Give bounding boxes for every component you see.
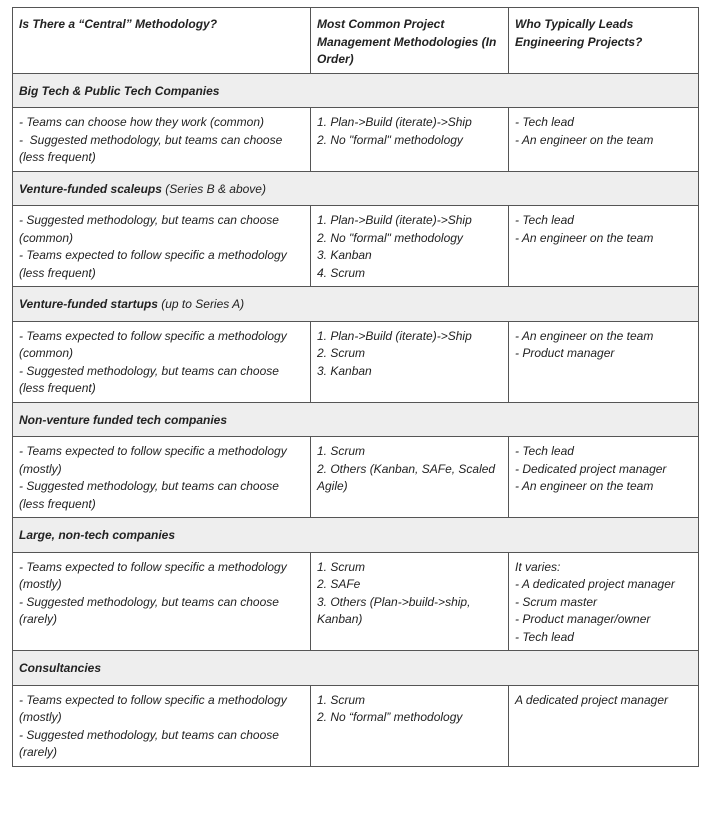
section-title-bold: Non-venture funded tech companies xyxy=(19,412,228,427)
cell-line: - An engineer on the team xyxy=(515,230,654,245)
cell-line: - Product manager xyxy=(515,346,615,360)
cell-line: - Suggested methodology, but teams can choose (common) xyxy=(19,213,283,245)
section-title xyxy=(13,402,699,437)
cell-line: - Teams expected to follow specific a methodology (mostly) xyxy=(19,692,291,724)
cell-central-methodology xyxy=(13,685,311,766)
cell-line: - Teams expected to follow specific a methodology (less frequent) xyxy=(19,248,291,280)
cell-line: 3. Kanban xyxy=(317,248,372,262)
cell-line: - Tech lead xyxy=(515,444,574,458)
cell-line: - Suggested methodology, but teams can choose (rarely) xyxy=(19,594,283,626)
cell-methodologies xyxy=(311,685,509,766)
cell-line: - Scrum master xyxy=(515,594,598,609)
header-central-methodology: Is There a “Central” Methodology? xyxy=(13,8,311,74)
cell-line: It varies: xyxy=(515,559,561,574)
cell-line: A dedicated project manager xyxy=(515,692,668,707)
cell-project-leads xyxy=(509,685,699,766)
section-title-bold: Venture-funded startups xyxy=(19,297,158,311)
cell-methodologies xyxy=(311,206,509,287)
cell-methodologies xyxy=(311,108,509,172)
cell-central-methodology xyxy=(13,108,311,172)
cell-line: - An engineer on the team xyxy=(515,479,654,493)
table-row xyxy=(13,437,699,518)
cell-project-leads xyxy=(509,321,699,402)
cell-central-methodology xyxy=(13,552,311,651)
table-row xyxy=(13,206,699,287)
cell-line: - Teams expected to follow specific a methodology (common) xyxy=(19,328,291,360)
cell-line: - Tech lead xyxy=(515,213,574,227)
cell-central-methodology xyxy=(13,437,311,518)
methodology-table xyxy=(12,7,699,767)
cell-line: - Teams can choose how they work (common) xyxy=(19,115,264,129)
cell-line: - Suggested methodology, but teams can choose (less frequent) xyxy=(19,363,283,395)
cell-line: 2. Scrum xyxy=(317,346,366,360)
table-body xyxy=(13,73,699,766)
cell-line: 2. No "formal" methodology xyxy=(317,132,463,147)
cell-line: 1. Scrum xyxy=(317,692,366,707)
cell-line: 1. Scrum xyxy=(317,444,366,458)
cell-methodologies xyxy=(311,552,509,651)
cell-line: - Dedicated project manager xyxy=(515,461,667,476)
cell-line: - A dedicated project manager xyxy=(515,577,675,591)
header-project-leads: Who Typically Leads Engineering Projects? xyxy=(509,8,699,74)
cell-line: 2. No “formal” methodology xyxy=(317,710,463,724)
table-row xyxy=(13,685,699,766)
section-header-row xyxy=(13,171,699,206)
cell-methodologies xyxy=(311,321,509,402)
cell-line: 3. Others (Plan->build->ship, Kanban) xyxy=(317,594,474,626)
section-header-row xyxy=(13,73,699,108)
section-title xyxy=(13,171,699,206)
cell-line: 1. Plan->Build (iterate)->Ship xyxy=(317,213,472,227)
table-row xyxy=(13,321,699,402)
cell-line: 2. Others (Kanban, SAFe, Scaled Agile) xyxy=(317,461,498,493)
section-title xyxy=(13,287,699,322)
cell-line: - Teams expected to follow specific a methodology (mostly) xyxy=(19,559,291,591)
cell-project-leads xyxy=(509,206,699,287)
cell-project-leads xyxy=(509,108,699,172)
cell-line: - Teams expected to follow specific a methodology (mostly) xyxy=(19,444,291,476)
cell-line: 1. Plan->Build (iterate)->Ship xyxy=(317,115,472,129)
section-title xyxy=(13,518,699,553)
cell-line: - An engineer on the team xyxy=(515,328,654,343)
section-title-qualifier: (up to Series A) xyxy=(157,297,245,311)
cell-central-methodology xyxy=(13,321,311,402)
cell-project-leads xyxy=(509,437,699,518)
cell-line: - Suggested methodology, but teams can choose (less frequent) xyxy=(19,132,286,164)
cell-line: 2. SAFe xyxy=(317,577,361,591)
cell-project-leads xyxy=(509,552,699,651)
cell-line: - Tech lead xyxy=(515,115,574,129)
cell-line: 3. Kanban xyxy=(317,363,372,378)
section-title xyxy=(13,73,699,108)
section-header-row xyxy=(13,518,699,553)
cell-methodologies xyxy=(311,437,509,518)
section-title-bold: Consultancies xyxy=(19,661,102,675)
section-header-row xyxy=(13,402,699,437)
cell-line: 1. Scrum xyxy=(317,559,366,574)
table-row xyxy=(13,552,699,651)
section-title-bold: Venture-funded scaleups xyxy=(19,181,162,196)
cell-line: 1. Plan->Build (iterate)->Ship xyxy=(317,328,472,343)
header-common-methodologies: Most Common Project Management Methodologies (In Order) xyxy=(311,8,509,74)
cell-line: - An engineer on the team xyxy=(515,132,654,147)
header-row xyxy=(13,8,699,74)
section-header-row xyxy=(13,287,699,322)
cell-line: - Suggested methodology, but teams can choose (less frequent) xyxy=(19,479,283,511)
section-title xyxy=(13,651,699,686)
cell-line: - Tech lead xyxy=(515,629,574,644)
section-header-row xyxy=(13,651,699,686)
section-title-qualifier: (Series B & above) xyxy=(161,181,266,196)
cell-central-methodology xyxy=(13,206,311,287)
cell-line: - Product manager/owner xyxy=(515,612,651,626)
table-row xyxy=(13,108,699,172)
cell-line: 4. Scrum xyxy=(317,265,366,280)
section-title-bold: Big Tech & Public Tech Companies xyxy=(19,83,220,98)
section-title-bold: Large, non-tech companies xyxy=(19,528,176,542)
cell-line: - Suggested methodology, but teams can choose (rarely) xyxy=(19,727,283,759)
cell-line: 2. No "formal" methodology xyxy=(317,230,463,245)
